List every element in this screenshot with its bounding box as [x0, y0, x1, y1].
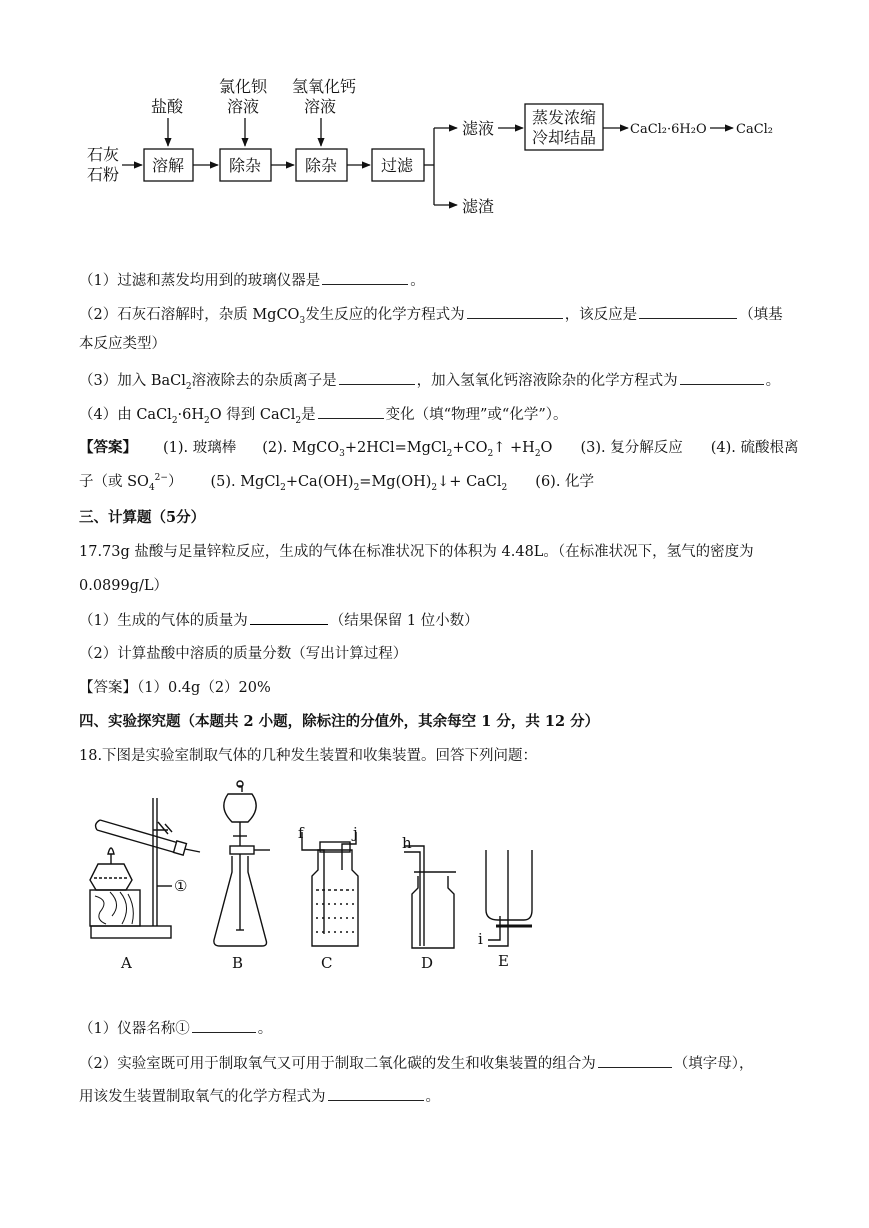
answer-blank[interactable]	[339, 370, 415, 385]
port-label-h: h	[402, 834, 412, 852]
q17-part2: （2）计算盐酸中溶质的质量分数（写出计算过程）	[79, 646, 408, 662]
q18-stem: 18.下图是实验室制取气体的几种发生装置和收集装置。回答下列问题：	[79, 748, 538, 764]
flow-box-label: 冷却结晶	[532, 128, 597, 147]
q16-part2-line2: 本反应类型）	[79, 336, 166, 352]
apparatus-label-e: E	[498, 952, 509, 970]
apparatus-e	[486, 850, 532, 946]
answer-blank[interactable]	[639, 304, 737, 319]
flow-product-hydrate: CaCl₂·6H₂O	[630, 122, 707, 137]
reagent-bacl2: 溶液	[227, 97, 260, 116]
answer-blank[interactable]	[250, 610, 328, 625]
apparatus-label-d: D	[421, 954, 434, 972]
q16-part3: （3）加入 BaCl$_2$溶液除去的杂质离子是 ，加入氢氧化钙溶液除杂的化学方程式为 。	[79, 370, 780, 391]
reagent-caoh2: 溶液	[304, 97, 337, 116]
answer-blank[interactable]	[318, 404, 384, 419]
flow-product-anhydrous: CaCl₂	[736, 122, 774, 137]
answer-blank[interactable]	[322, 270, 408, 285]
apparatus-a	[90, 798, 200, 938]
q18-part2-line2: 用该发生装置制取氧气的化学方程式为 。	[79, 1086, 440, 1107]
q17-answer: 【答案】（1）0.4g（2）20%	[79, 680, 271, 696]
apparatus-label-a: A	[121, 954, 132, 972]
flow-start-label: 石粉	[87, 165, 120, 184]
port-label-f: f	[298, 824, 304, 842]
reagent-caoh2: 氢氧化钙	[292, 77, 357, 96]
q18-part1: （1）仪器名称① 。	[79, 1018, 272, 1039]
flow-residue: 滤渣	[462, 197, 495, 216]
apparatus-d	[404, 846, 456, 948]
q16-part1: （1）过滤和蒸发均用到的玻璃仪器是 。	[79, 270, 425, 291]
apparatus-b	[214, 781, 270, 946]
flow-box-label: 蒸发浓缩	[532, 108, 597, 127]
port-label-j: j	[353, 824, 358, 842]
answer-blank[interactable]	[328, 1086, 424, 1101]
flow-start-label: 石灰	[87, 145, 120, 164]
answer-blank[interactable]	[192, 1018, 256, 1033]
q16-part2: （2）石灰石溶解时，杂质 MgCO$_3$发生反应的化学方程式为 ，该反应是 （填基	[79, 304, 783, 325]
flow-filtrate: 滤液	[462, 119, 495, 138]
flow-box-label: 除杂	[305, 156, 338, 175]
answer-blank[interactable]	[598, 1053, 672, 1068]
instrument-marker-1: ①	[174, 877, 188, 895]
process-flowchart	[0, 0, 869, 240]
answer-blank[interactable]	[680, 370, 764, 385]
section-heading-experiment: 四、实验探究题（本题共 2 小题，除标注的分值外，其余每空 1 分，共 12 分）	[79, 713, 600, 730]
q16-part4: （4）由 $CaCl_2\cdot 6H_2O$ 得到 CaCl$_2$是 变化（填“物理”或“化学”）。	[79, 404, 567, 425]
apparatus-label-c: C	[321, 954, 333, 972]
flow-box-label: 过滤	[381, 156, 414, 175]
q17-part1: （1）生成的气体的质量为 （结果保留 1 位小数）	[79, 610, 479, 631]
reagent-hcl: 盐酸	[151, 97, 184, 116]
q16-answer: 【答案】 (1). 玻璃棒 (2). $MgCO_3+2HCl=MgCl_2+CO_2↑ +H_2O$ (3). 复分解反应 (4). 硫酸根离	[79, 439, 799, 459]
section-heading-calculation: 三、计算题（5分）	[79, 509, 206, 526]
port-label-i: i	[478, 930, 483, 948]
reagent-bacl2: 氯化钡	[219, 77, 268, 96]
q17-stem: 17.73g 盐酸与足量锌粒反应，生成的气体在标准状况下的体积为 4.48L。（在标准状况下，氢气的密度为	[79, 544, 754, 560]
q17-stem-line2: 0.0899g/L）	[79, 578, 169, 594]
apparatus-label-b: B	[232, 954, 244, 972]
answer-blank[interactable]	[467, 304, 563, 319]
q16-answer-line2: 子（或 $SO_4^{2-}$） (5). $MgCl_2+Ca(OH)_2=Mg(OH)_2↓+$ CaCl$_2$ (6). 化学	[79, 473, 595, 493]
apparatus-c	[302, 832, 358, 946]
flow-box-label: 溶解	[152, 156, 185, 175]
q18-part2: （2）实验室既可用于制取氧气又可用于制取二氧化碳的发生和收集装置的组合为 （填字母），	[79, 1053, 753, 1074]
apparatus-figure	[0, 780, 869, 980]
flow-box-label: 除杂	[229, 156, 262, 175]
